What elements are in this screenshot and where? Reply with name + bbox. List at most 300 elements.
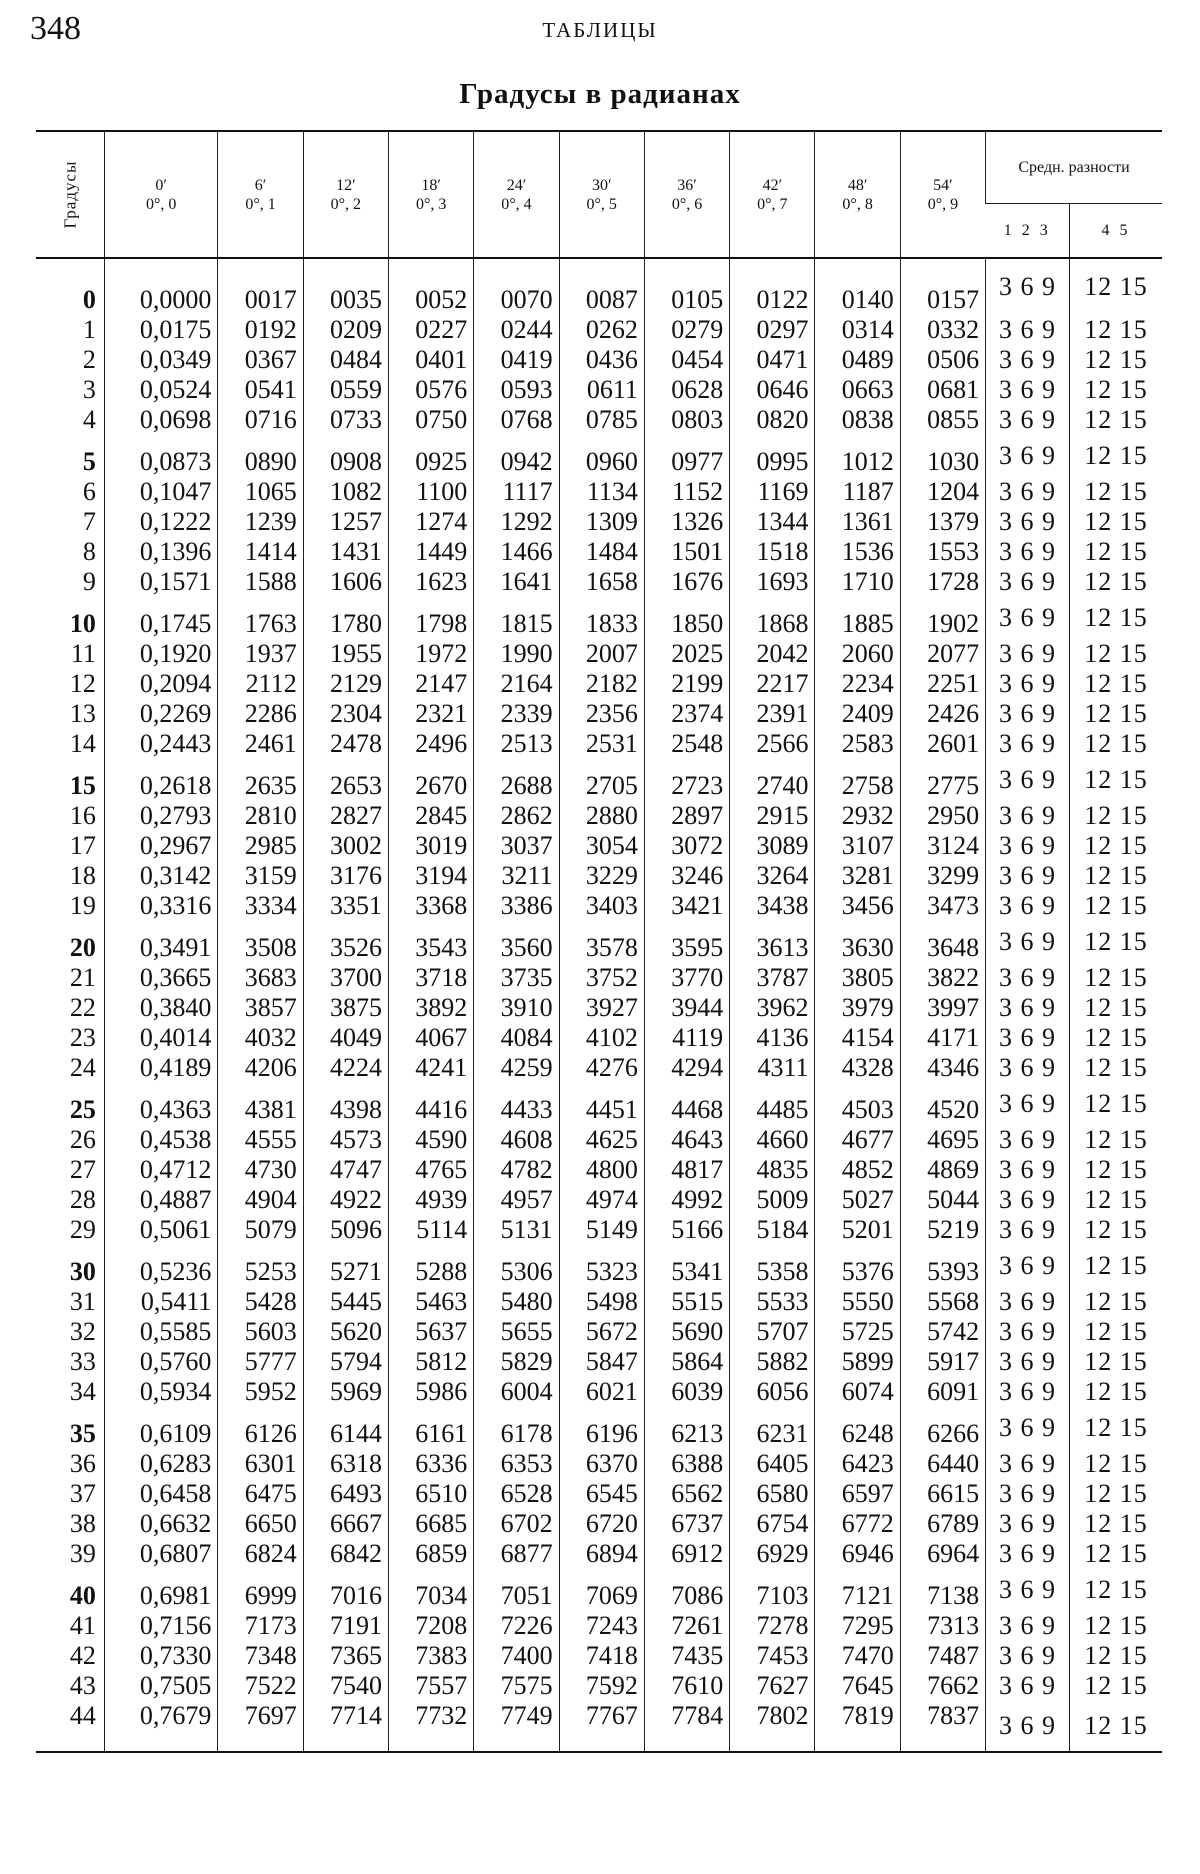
diff-cell-45: 12 15: [1069, 759, 1162, 801]
radian-value-cell: 5882: [730, 1347, 815, 1377]
radian-value-cell: 2827: [303, 801, 388, 831]
radian-value-cell: 2025: [644, 639, 729, 669]
radian-value-cell: 0122: [730, 258, 815, 315]
radian-value-cell: 5498: [559, 1287, 644, 1317]
radian-value-cell: 0,4189: [104, 1053, 217, 1083]
radian-value-cell: 6213: [644, 1407, 729, 1449]
minutes-header-9: 54′ 0°, 9: [900, 131, 985, 258]
diff-cell-123: 3 6 9: [986, 258, 1070, 315]
degree-cell: 4: [82, 405, 96, 434]
radian-value-cell: 1553: [900, 537, 985, 567]
radian-value-cell: 1239: [218, 507, 303, 537]
table-row: [36, 435, 1162, 477]
radian-value-cell: 2932: [815, 801, 900, 831]
radian-value-cell: 0052: [389, 258, 474, 315]
radian-value-cell: 5341: [644, 1245, 729, 1287]
table-row: [36, 477, 1162, 507]
radian-value-cell: 4485: [730, 1083, 815, 1125]
diff-cell-123: 3 6 9: [986, 831, 1070, 861]
radian-value-cell: 3770: [644, 963, 729, 993]
radian-value-cell: 3264: [730, 861, 815, 891]
radian-value-cell: 3910: [474, 993, 559, 1023]
diff-cell-123: 3 6 9: [986, 1053, 1070, 1083]
radian-value-cell: 0454: [644, 345, 729, 375]
table-row: [36, 1479, 1162, 1509]
radian-value-cell: 2304: [303, 699, 388, 729]
table-row: [36, 537, 1162, 567]
radian-value-cell: 3456: [815, 891, 900, 921]
radian-value-cell: 7016: [303, 1569, 388, 1611]
table-row: [36, 1377, 1162, 1407]
radian-value-cell: 0,0698: [104, 405, 217, 435]
diff-cell-123: 3 6 9: [986, 597, 1070, 639]
radian-value-cell: 4869: [900, 1155, 985, 1185]
radian-value-cell: 0209: [303, 315, 388, 345]
radian-value-cell: 4800: [559, 1155, 644, 1185]
radian-value-cell: 4136: [730, 1023, 815, 1053]
radian-value-cell: 7540: [303, 1671, 388, 1701]
table-row: [36, 1317, 1162, 1347]
radian-value-cell: 4294: [644, 1053, 729, 1083]
radian-value-cell: 2566: [730, 729, 815, 759]
radian-value-cell: 0977: [644, 435, 729, 477]
table-row: [36, 891, 1162, 921]
radian-value-cell: 3613: [730, 921, 815, 963]
radian-value-cell: 6842: [303, 1539, 388, 1569]
radian-value-cell: 1012: [815, 435, 900, 477]
diff-cell-45: 12 15: [1069, 567, 1162, 597]
radian-value-cell: 7819: [815, 1701, 900, 1752]
radian-value-cell: 3683: [218, 963, 303, 993]
table-row: [36, 375, 1162, 405]
radian-value-cell: 6423: [815, 1449, 900, 1479]
radian-value-cell: 6493: [303, 1479, 388, 1509]
diff-cell-45: 12 15: [1069, 1611, 1162, 1641]
minutes-header-8: 48′ 0°, 8: [815, 131, 900, 258]
radian-value-cell: 2531: [559, 729, 644, 759]
radian-value-cell: 6388: [644, 1449, 729, 1479]
radian-value-cell: 4677: [815, 1125, 900, 1155]
degree-cell: 28: [69, 1185, 96, 1214]
minutes-header-5: 30′ 0°, 5: [559, 131, 644, 258]
minutes-header-2: 12′ 0°, 2: [303, 131, 388, 258]
radian-value-cell: 4608: [474, 1125, 559, 1155]
table-row: [36, 315, 1162, 345]
radian-value-cell: 0017: [218, 258, 303, 315]
radian-value-cell: 3421: [644, 891, 729, 921]
radian-value-cell: 5690: [644, 1317, 729, 1347]
diff-cell-45: 12 15: [1069, 729, 1162, 759]
radian-value-cell: 0733: [303, 405, 388, 435]
radian-value-cell: 1972: [389, 639, 474, 669]
radian-value-cell: 0646: [730, 375, 815, 405]
diff-cell-45: 12 15: [1069, 1215, 1162, 1245]
radian-value-cell: 0716: [218, 405, 303, 435]
radian-value-cell: 6877: [474, 1539, 559, 1569]
diff-cell-123: 3 6 9: [986, 1671, 1070, 1701]
table-row: [36, 1407, 1162, 1449]
diff-cell-45: 12 15: [1069, 1053, 1162, 1083]
radian-value-cell: 5149: [559, 1215, 644, 1245]
radian-value-cell: 2461: [218, 729, 303, 759]
radian-value-cell: 0,4538: [104, 1125, 217, 1155]
degree-cell: 25: [69, 1095, 96, 1124]
radian-value-cell: 6754: [730, 1509, 815, 1539]
radian-value-cell: 2688: [474, 759, 559, 801]
table-title: Градусы в радианах: [459, 78, 741, 110]
diff-cell-45: 12 15: [1069, 699, 1162, 729]
radian-value-cell: 0,6981: [104, 1569, 217, 1611]
diff-cell-45: 12 15: [1069, 1569, 1162, 1611]
radian-value-cell: 3752: [559, 963, 644, 993]
radian-value-cell: 4346: [900, 1053, 985, 1083]
radian-value-cell: 5219: [900, 1215, 985, 1245]
radian-value-cell: 3211: [474, 861, 559, 891]
degree-cell: 8: [82, 537, 96, 566]
radian-value-cell: 3979: [815, 993, 900, 1023]
radian-value-cell: 6353: [474, 1449, 559, 1479]
diff-cell-45: 12 15: [1069, 1023, 1162, 1053]
radian-value-cell: 5131: [474, 1215, 559, 1245]
radian-value-cell: 6964: [900, 1539, 985, 1569]
radian-value-cell: 2007: [559, 639, 644, 669]
radian-value-cell: 0401: [389, 345, 474, 375]
radian-value-cell: 5533: [730, 1287, 815, 1317]
radian-value-cell: 0157: [900, 258, 985, 315]
radian-value-cell: 1414: [218, 537, 303, 567]
degree-cell: 33: [69, 1347, 96, 1376]
radian-value-cell: 4765: [389, 1155, 474, 1185]
diff-cell-45: 12 15: [1069, 891, 1162, 921]
radian-value-cell: 0,1571: [104, 567, 217, 597]
table-row: [36, 759, 1162, 801]
radian-value-cell: 0506: [900, 345, 985, 375]
radian-value-cell: 2862: [474, 801, 559, 831]
radian-value-cell: 0,7156: [104, 1611, 217, 1641]
radian-value-cell: 5603: [218, 1317, 303, 1347]
radian-value-cell: 1868: [730, 597, 815, 639]
radian-value-cell: 4555: [218, 1125, 303, 1155]
diff-cell-45: 12 15: [1069, 639, 1162, 669]
radian-value-cell: 2321: [389, 699, 474, 729]
degree-cell: 42: [69, 1641, 96, 1670]
radian-value-cell: 0,4363: [104, 1083, 217, 1125]
radian-value-cell: 1990: [474, 639, 559, 669]
radian-value-cell: 0925: [389, 435, 474, 477]
radian-value-cell: 7208: [389, 1611, 474, 1641]
diff-cell-45: 12 15: [1069, 993, 1162, 1023]
radian-value-cell: 3473: [900, 891, 985, 921]
running-head: ТАБЛИЦЫ: [542, 18, 658, 42]
diff-cell-45: 12 15: [1069, 921, 1162, 963]
table-row: [36, 669, 1162, 699]
radian-value-cell: 0332: [900, 315, 985, 345]
diff-cell-45: 12 15: [1069, 507, 1162, 537]
degree-cell: 10: [69, 609, 96, 638]
radian-value-cell: 6126: [218, 1407, 303, 1449]
radian-value-cell: 2426: [900, 699, 985, 729]
diff-cell-45: 12 15: [1069, 1701, 1162, 1752]
table-row: [36, 258, 1162, 315]
radian-value-cell: 1274: [389, 507, 474, 537]
radian-value-cell: 1641: [474, 567, 559, 597]
radian-value-cell: 0,2094: [104, 669, 217, 699]
radian-value-cell: 5253: [218, 1245, 303, 1287]
radian-value-cell: 2897: [644, 801, 729, 831]
radian-value-cell: 4939: [389, 1185, 474, 1215]
radian-value-cell: 4032: [218, 1023, 303, 1053]
radian-value-cell: 3944: [644, 993, 729, 1023]
table-row: [36, 405, 1162, 435]
radian-value-cell: 0436: [559, 345, 644, 375]
diff-cell-45: 12 15: [1069, 315, 1162, 345]
radian-value-cell: 6074: [815, 1377, 900, 1407]
radian-value-cell: 7086: [644, 1569, 729, 1611]
radian-value-cell: 0087: [559, 258, 644, 315]
diff-cell-123: 3 6 9: [986, 1569, 1070, 1611]
radian-value-cell: 0484: [303, 345, 388, 375]
table-row: [36, 729, 1162, 759]
radian-value-cell: 0,0175: [104, 315, 217, 345]
radian-value-cell: 2112: [218, 669, 303, 699]
radian-value-cell: 3700: [303, 963, 388, 993]
radian-value-cell: 1885: [815, 597, 900, 639]
radian-value-cell: 1676: [644, 567, 729, 597]
radian-value-cell: 3246: [644, 861, 729, 891]
radian-value-cell: 1257: [303, 507, 388, 537]
radian-value-cell: 5637: [389, 1317, 474, 1347]
radian-value-cell: 1606: [303, 567, 388, 597]
radian-value-cell: 0,5760: [104, 1347, 217, 1377]
radian-value-cell: 5114: [389, 1215, 474, 1245]
radian-value-cell: 2478: [303, 729, 388, 759]
table-row: [36, 921, 1162, 963]
diff-cell-123: 3 6 9: [986, 1377, 1070, 1407]
table-row: [36, 1449, 1162, 1479]
radian-value-cell: 5096: [303, 1215, 388, 1245]
diff-cell-123: 3 6 9: [986, 1509, 1070, 1539]
radian-value-cell: 2915: [730, 801, 815, 831]
diff-cell-45: 12 15: [1069, 1509, 1162, 1539]
radian-value-cell: 6004: [474, 1377, 559, 1407]
degree-cell: 35: [69, 1419, 96, 1448]
radian-value-cell: 3368: [389, 891, 474, 921]
table-row: [36, 1611, 1162, 1641]
radian-value-cell: 7295: [815, 1611, 900, 1641]
radian-value-cell: 2950: [900, 801, 985, 831]
radian-value-cell: 2251: [900, 669, 985, 699]
diff-cell-123: 3 6 9: [986, 1083, 1070, 1125]
radian-value-cell: 2042: [730, 639, 815, 669]
radian-value-cell: 0,2793: [104, 801, 217, 831]
radian-value-cell: 1361: [815, 507, 900, 537]
radian-value-cell: 0,7330: [104, 1641, 217, 1671]
radian-value-cell: 1466: [474, 537, 559, 567]
radian-value-cell: 0,3491: [104, 921, 217, 963]
degree-cell: 13: [69, 699, 96, 728]
radian-value-cell: 5672: [559, 1317, 644, 1347]
radian-value-cell: 2583: [815, 729, 900, 759]
radian-value-cell: 4730: [218, 1155, 303, 1185]
radian-value-cell: 5568: [900, 1287, 985, 1317]
radian-value-cell: 5463: [389, 1287, 474, 1317]
radian-value-cell: 0262: [559, 315, 644, 345]
radian-value-cell: 1623: [389, 567, 474, 597]
radian-value-cell: 7714: [303, 1701, 388, 1752]
radian-value-cell: 5184: [730, 1215, 815, 1245]
diff-cell-123: 3 6 9: [986, 699, 1070, 729]
radian-value-cell: 4171: [900, 1023, 985, 1053]
radian-value-cell: 7383: [389, 1641, 474, 1671]
radian-value-cell: 2217: [730, 669, 815, 699]
radian-value-cell: 4259: [474, 1053, 559, 1083]
radian-value-cell: 0,1222: [104, 507, 217, 537]
diff-cell-45: 12 15: [1069, 1317, 1162, 1347]
diff-cell-45: 12 15: [1069, 669, 1162, 699]
radian-value-cell: 2653: [303, 759, 388, 801]
radian-value-cell: 0541: [218, 375, 303, 405]
radian-value-cell: 3037: [474, 831, 559, 861]
radian-value-cell: 0,1745: [104, 597, 217, 639]
table-row: [36, 1539, 1162, 1569]
radian-value-cell: 0,6632: [104, 1509, 217, 1539]
radian-value-cell: 2199: [644, 669, 729, 699]
radian-value-cell: 0,2443: [104, 729, 217, 759]
radian-value-cell: 0,1047: [104, 477, 217, 507]
table-row: [36, 1509, 1162, 1539]
diff-cell-45: 12 15: [1069, 1287, 1162, 1317]
diff-cell-45: 12 15: [1069, 1155, 1162, 1185]
diff-cell-123: 3 6 9: [986, 1023, 1070, 1053]
radian-value-cell: 2496: [389, 729, 474, 759]
radian-value-cell: 7418: [559, 1641, 644, 1671]
radian-value-cell: 4328: [815, 1053, 900, 1083]
radian-value-cell: 5550: [815, 1287, 900, 1317]
diff-cell-45: 12 15: [1069, 405, 1162, 435]
radian-value-cell: 6999: [218, 1569, 303, 1611]
radian-value-cell: 5742: [900, 1317, 985, 1347]
radian-value-cell: 3805: [815, 963, 900, 993]
radian-value-cell: 3822: [900, 963, 985, 993]
radian-value-cell: 4381: [218, 1083, 303, 1125]
radian-value-cell: 3997: [900, 993, 985, 1023]
degree-cell: 22: [69, 993, 96, 1022]
diff-cell-123: 3 6 9: [986, 1701, 1070, 1752]
table-row: [36, 1671, 1162, 1701]
degree-cell: 19: [69, 891, 96, 920]
radian-value-cell: 0,6109: [104, 1407, 217, 1449]
radian-value-cell: 4067: [389, 1023, 474, 1053]
radian-value-cell: 3892: [389, 993, 474, 1023]
page-number: 348: [30, 10, 81, 47]
radian-value-cell: 4084: [474, 1023, 559, 1053]
radian-value-cell: 2740: [730, 759, 815, 801]
radian-value-cell: 1780: [303, 597, 388, 639]
radian-value-cell: 3857: [218, 993, 303, 1023]
radian-value-cell: 2513: [474, 729, 559, 759]
diff-cell-45: 12 15: [1069, 1407, 1162, 1449]
radian-value-cell: 2758: [815, 759, 900, 801]
radian-value-cell: 0,5236: [104, 1245, 217, 1287]
radian-value-cell: 5829: [474, 1347, 559, 1377]
diff-cell-123: 3 6 9: [986, 537, 1070, 567]
radian-value-cell: 0750: [389, 405, 474, 435]
radian-value-cell: 3403: [559, 891, 644, 921]
diff-cell-45: 12 15: [1069, 801, 1162, 831]
degree-cell: 44: [69, 1701, 96, 1730]
diff-cell-123: 3 6 9: [986, 477, 1070, 507]
radian-value-cell: 4276: [559, 1053, 644, 1083]
radian-value-cell: 4643: [644, 1125, 729, 1155]
radian-value-cell: 0,3665: [104, 963, 217, 993]
radian-value-cell: 0471: [730, 345, 815, 375]
diff-cell-123: 3 6 9: [986, 1347, 1070, 1377]
diff-cell-45: 12 15: [1069, 963, 1162, 993]
radian-value-cell: 0,5934: [104, 1377, 217, 1407]
diff-cell-123: 3 6 9: [986, 861, 1070, 891]
radian-value-cell: 0576: [389, 375, 474, 405]
radian-value-cell: 7261: [644, 1611, 729, 1641]
radian-value-cell: 7470: [815, 1641, 900, 1671]
diff-cell-123: 3 6 9: [986, 1407, 1070, 1449]
radian-value-cell: 5620: [303, 1317, 388, 1347]
radian-value-cell: 5027: [815, 1185, 900, 1215]
minutes-header-4: 24′ 0°, 4: [474, 131, 559, 258]
radian-value-cell: 4957: [474, 1185, 559, 1215]
radian-value-cell: 3648: [900, 921, 985, 963]
radian-value-cell: 6231: [730, 1407, 815, 1449]
radian-value-cell: 0803: [644, 405, 729, 435]
radian-value-cell: 2810: [218, 801, 303, 831]
degree-cell: 7: [82, 507, 96, 536]
radian-value-cell: 4852: [815, 1155, 900, 1185]
radian-value-cell: 0244: [474, 315, 559, 345]
radian-value-cell: 4573: [303, 1125, 388, 1155]
radian-value-cell: 6266: [900, 1407, 985, 1449]
table-row: [36, 1569, 1162, 1611]
radian-value-cell: 5428: [218, 1287, 303, 1317]
radian-value-cell: 4206: [218, 1053, 303, 1083]
radian-value-cell: 2286: [218, 699, 303, 729]
radian-value-cell: 6824: [218, 1539, 303, 1569]
table-row: [36, 1215, 1162, 1245]
radian-value-cell: 3560: [474, 921, 559, 963]
radian-value-cell: 4468: [644, 1083, 729, 1125]
radian-value-cell: 6056: [730, 1377, 815, 1407]
radian-value-cell: 5480: [474, 1287, 559, 1317]
radian-value-cell: 0681: [900, 375, 985, 405]
diff-cell-123: 3 6 9: [986, 1155, 1070, 1185]
radian-value-cell: 6021: [559, 1377, 644, 1407]
diff-cell-123: 3 6 9: [986, 345, 1070, 375]
radian-value-cell: 3351: [303, 891, 388, 921]
radian-value-cell: 7784: [644, 1701, 729, 1752]
radian-value-cell: 4625: [559, 1125, 644, 1155]
diff-cell-123: 3 6 9: [986, 1611, 1070, 1641]
radian-value-cell: 7575: [474, 1671, 559, 1701]
radian-value-cell: 4974: [559, 1185, 644, 1215]
radian-value-cell: 0,6807: [104, 1539, 217, 1569]
degree-cell: 40: [69, 1581, 96, 1610]
degree-cell: 15: [69, 771, 96, 800]
radian-value-cell: 7243: [559, 1611, 644, 1641]
radian-value-cell: 1501: [644, 537, 729, 567]
diff-cell-45: 12 15: [1069, 435, 1162, 477]
radian-value-cell: 6440: [900, 1449, 985, 1479]
radian-value-cell: 1484: [559, 537, 644, 567]
radian-value-cell: 3578: [559, 921, 644, 963]
radian-value-cell: 4782: [474, 1155, 559, 1185]
